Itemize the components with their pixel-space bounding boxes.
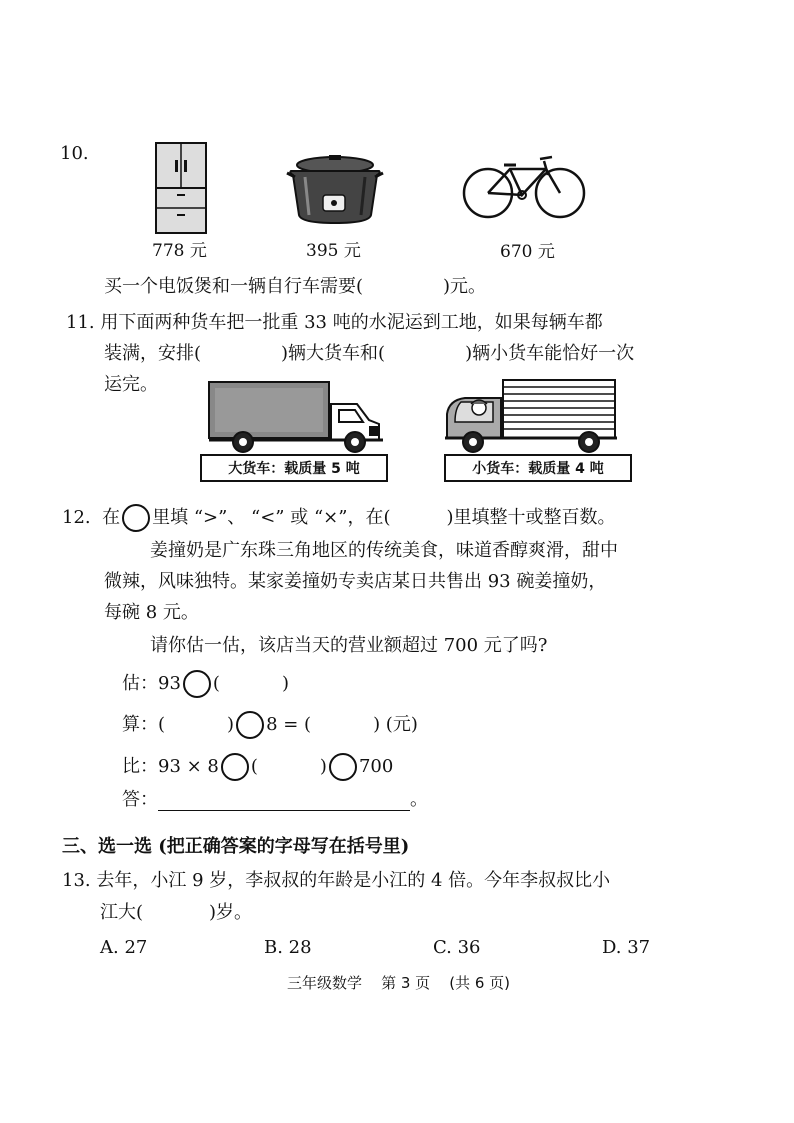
compare-circle[interactable] [122, 504, 150, 532]
big-truck-icon [207, 380, 387, 454]
q12-para3: 每碗 8 元。 [104, 602, 199, 623]
q12-para2: 微辣，风味独特。某家姜撞奶专卖店某日共售出 93 碗姜撞奶， [104, 571, 607, 592]
q12-prompt: 请你估一估，该店当天的营业额超过 700 元了吗? [150, 635, 548, 656]
compare-circle-2[interactable] [329, 753, 357, 781]
q12-compare-row: 比：93 × 8 ( ) 700 [122, 753, 393, 781]
operator-circle[interactable] [236, 711, 264, 739]
q13-option-d[interactable]: D. 37 [602, 937, 651, 958]
refrigerator-price: 778 元 [152, 241, 207, 261]
answer-line[interactable] [158, 792, 410, 811]
page-footer: 三年级数学 第 3 页 (共 6 页) [287, 974, 511, 992]
q12-calculate-row: 算：( ) 8 = ( ) (元) [122, 711, 418, 739]
q13-line1: 13. 去年，小江 9 岁，李叔叔的年龄是小江的 4 倍。今年李叔叔比小 [62, 870, 611, 891]
q12-para1: 姜撞奶是广东珠三角地区的传统美食，味道香醇爽滑，甜中 [150, 540, 618, 561]
q11-line1: 11. 用下面两种货车把一批重 33 吨的水泥运到工地，如果每辆车都 [66, 312, 603, 333]
big-truck-label: 大货车：载质量 5 吨 [200, 454, 388, 482]
q13-option-b[interactable]: B. 28 [264, 937, 312, 958]
q11-line2: 装满，安排( )辆大货车和( )辆小货车能恰好一次 [104, 343, 635, 364]
section3-heading: 三、选一选 (把正确答案的字母写在括号里) [62, 836, 410, 857]
q13-option-a[interactable]: A. 27 [100, 937, 148, 958]
q10-question: 买一个电饭煲和一辆自行车需要( )元。 [104, 276, 487, 297]
small-truck-icon [443, 378, 621, 454]
q13-option-c[interactable]: C. 36 [433, 937, 481, 958]
q11-line3: 运完。 [104, 374, 158, 395]
q12-answer-row: 答： 。 [122, 789, 428, 810]
refrigerator-icon [155, 142, 207, 234]
small-truck-label: 小货车：载质量 4 吨 [444, 454, 632, 482]
bicycle-icon [460, 155, 588, 219]
rice-cooker-icon [285, 155, 385, 225]
compare-circle-1[interactable] [221, 753, 249, 781]
q12-estimate-row: 估：93 ( ) [122, 670, 289, 698]
q10-number: 10. [60, 143, 89, 164]
q12-line1: 12. 在 里填 “>”、 “<” 或 “×”，在( )里填整十或整百数。 [62, 504, 616, 532]
q13-line2: 江大( )岁。 [100, 902, 253, 923]
bicycle-price: 670 元 [500, 242, 555, 262]
estimate-circle[interactable] [183, 670, 211, 698]
rice-cooker-price: 395 元 [306, 241, 361, 261]
